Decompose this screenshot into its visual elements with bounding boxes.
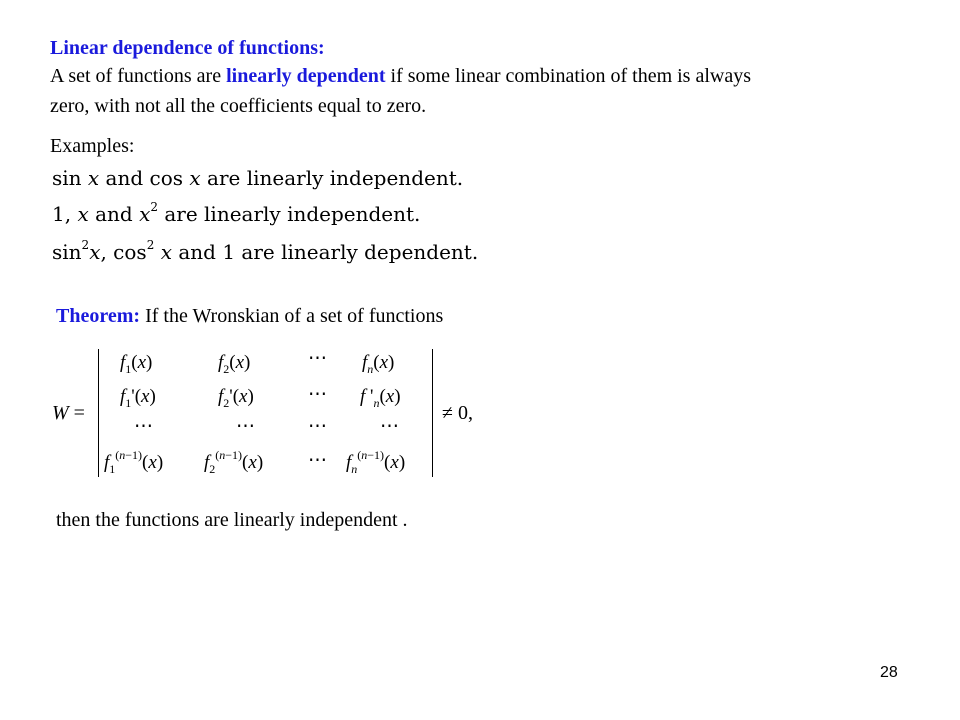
matrix-cell: ⋯ [236, 416, 255, 437]
definition-text: if some linear combination of them is always [385, 65, 751, 87]
definition-line-2: zero, with not all the coefficients equal to zero. [50, 95, 427, 117]
matrix-cell: f '$_n(x)$ [360, 386, 401, 410]
matrix-cell: $f_1(x)$ [120, 352, 153, 376]
matrix-cell: ⋯ [308, 416, 327, 437]
theorem-text: If the Wronskian of a set of functions [140, 305, 444, 327]
definition-emphasis: linearly dependent [226, 65, 386, 87]
matrix-cell: ⋯ [308, 384, 327, 405]
theorem-conclusion: then the functions are linearly independent . [56, 509, 408, 531]
example-1: sin x and cos x are linearly independent. [52, 166, 464, 190]
matrix-cell: $f_2(x)$ [218, 352, 251, 376]
matrix-cell: ⋯ [308, 450, 327, 471]
matrix-cell: $f_n(x)$ [362, 352, 395, 376]
definition-text: A set of functions are [50, 65, 227, 87]
definition-line-1 [50, 64, 751, 88]
matrix-cell: $f_n^{(n-1)}(x)$ [346, 447, 406, 476]
example-2: 1, x and $x^2$ are linearly independent. [52, 200, 421, 226]
theorem-label: Theorem: [56, 305, 141, 327]
matrix-cell: $f_1'(x)$ [120, 386, 156, 410]
matrix-cell: ⋯ [134, 416, 153, 437]
examples-label: Examples: [50, 135, 135, 157]
matrix-cell: $f_2^{(n-1)}(x)$ [204, 447, 264, 476]
slide-heading: Linear dependence of functions: [50, 37, 325, 59]
matrix-cell: $f_2'(x)$ [218, 386, 254, 410]
determinant-right-bar [432, 349, 433, 477]
page-number: 28 [880, 664, 898, 681]
theorem-statement [56, 304, 443, 328]
matrix-cell: $f_1^{(n-1)}(x)$ [104, 447, 164, 476]
matrix-cell: ⋯ [380, 416, 399, 437]
matrix-cell: ⋯ [308, 348, 327, 369]
determinant-left-bar [98, 349, 99, 477]
wronskian-rhs: ≠ 0, [442, 402, 473, 424]
wronskian-lhs: W = [52, 402, 85, 424]
example-3: $\sin^2x$, $\cos^2 x$ and 1 are linearly dependent. [52, 238, 479, 264]
